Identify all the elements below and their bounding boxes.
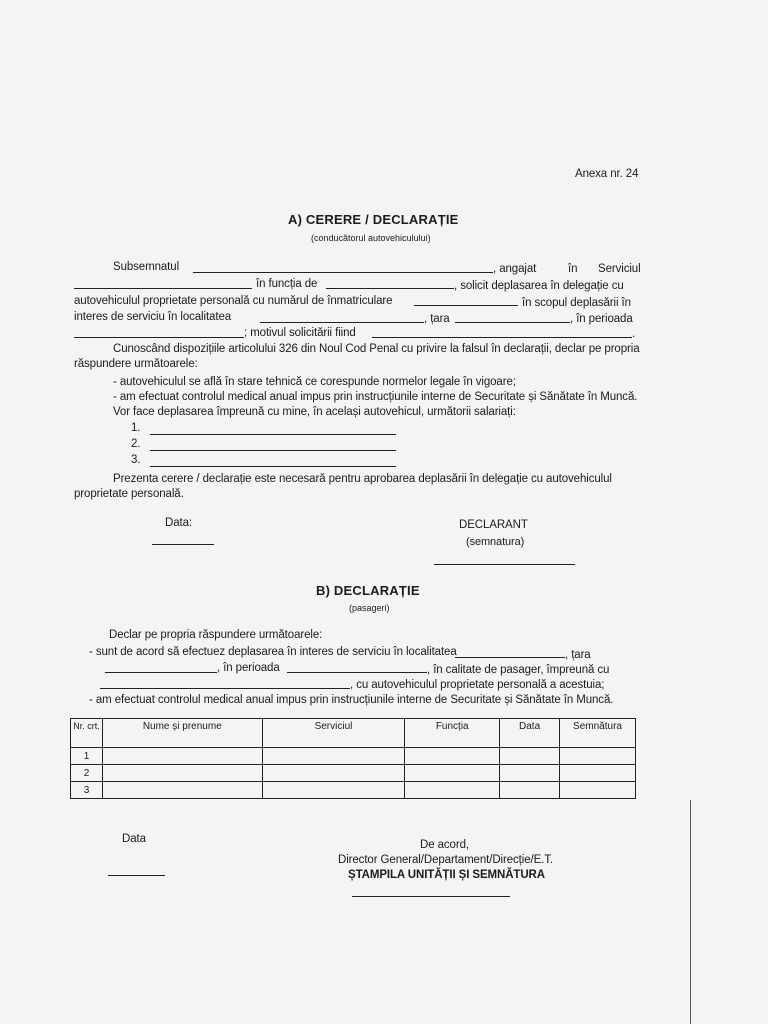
locality-field[interactable] <box>260 322 424 323</box>
passengers-table <box>70 718 636 799</box>
footer-date-field[interactable] <box>108 875 165 876</box>
cell-date[interactable] <box>500 782 560 799</box>
registration-number-field[interactable] <box>414 305 518 306</box>
passenger-3-label: 3. <box>131 454 141 466</box>
name-field[interactable] <box>193 272 493 273</box>
section-b-subtitle: (pasageri) <box>349 603 390 613</box>
b-medical-text: - am efectuat controlul medical anual impus prin instrucțiunile interne de Securitate și Sănătate în Muncă. <box>89 694 614 706</box>
table-row <box>71 748 636 765</box>
passenger-1-field[interactable] <box>150 434 396 435</box>
cell-date[interactable] <box>500 748 560 765</box>
page-edge-line <box>690 800 691 1024</box>
a-responsibility-text: răspundere următoarele: <box>74 358 198 370</box>
footer-stamp-label: ȘTAMPILA UNITĂȚII ȘI SEMNĂTURA <box>348 869 545 881</box>
reason-field[interactable] <box>372 337 632 338</box>
declarant-signature-label: (semnatura) <box>466 536 525 548</box>
header-service: Serviciul <box>262 719 405 748</box>
b-line2-text: - sunt de acord să efectuez deplasarea în interes de serviciu în localitatea <box>89 646 457 658</box>
a-line3-text: autovehiculul proprietate personală cu numărul de înmatriculare <box>74 295 393 307</box>
b-period-field[interactable] <box>287 672 427 673</box>
a-line1-angajat: , angajat <box>493 263 537 275</box>
b-line3-pasager: , în calitate de pasager, împreună cu <box>427 664 610 676</box>
row-number: 3 <box>71 782 103 799</box>
b-country-field[interactable] <box>105 672 217 673</box>
cell-function[interactable] <box>405 782 500 799</box>
row-number: 2 <box>71 765 103 782</box>
header-signature: Semnătura <box>560 719 636 748</box>
a-line3-scop: în scopul deplasării în <box>522 297 631 309</box>
b-driver-field[interactable] <box>100 688 350 689</box>
passenger-3-field[interactable] <box>150 466 396 467</box>
a-line2-solicit: , solicit deplasarea în delegație cu <box>454 280 624 292</box>
header-function: Funcția <box>405 719 500 748</box>
cell-function[interactable] <box>405 748 500 765</box>
footer-director-label: Director General/Departament/Direcție/E.T. <box>338 854 554 866</box>
section-a-subtitle: (conducătorul autovehiculului) <box>311 233 431 243</box>
period-field[interactable] <box>74 337 244 338</box>
country-field[interactable] <box>455 322 570 323</box>
a-line2-functia: în funcția de <box>256 278 318 290</box>
row-number: 1 <box>71 748 103 765</box>
cell-signature[interactable] <box>560 748 636 765</box>
b-intro-text: Declar pe propria răspundere următoarele: <box>109 629 323 641</box>
a-purpose-text-2: proprietate personală. <box>74 488 184 500</box>
b-locality-field[interactable] <box>455 657 565 658</box>
cell-signature[interactable] <box>560 782 636 799</box>
section-a-title: A) CERERE / DECLARAȚIE <box>288 212 459 227</box>
a-bullet-medical: - am efectuat controlul medical anual impus prin instrucțiunile interne de Securitate și Sănătate în Muncă. <box>113 391 638 403</box>
b-line2-tara: , țara <box>565 649 591 661</box>
cell-service[interactable] <box>262 782 405 799</box>
table-header-row <box>71 719 636 748</box>
a-penal-code-text: Cunoscând dispozițiile articolului 326 din Noul Cod Penal cu privire la falsul în declarații, declar pe propria <box>113 343 640 355</box>
a-line4-perioada: , în perioada <box>570 313 633 325</box>
header-name: Nume și prenume <box>102 719 262 748</box>
cell-name[interactable] <box>102 765 262 782</box>
footer-stamp-field[interactable] <box>352 896 510 897</box>
table-row <box>71 782 636 799</box>
passenger-2-label: 2. <box>131 438 141 450</box>
table-row <box>71 765 636 782</box>
header-date: Data <box>500 719 560 748</box>
a-line4-tara: , țara <box>424 313 450 325</box>
a-line1-label: Subsemnatul <box>113 261 180 273</box>
a-line4-text: interes de serviciu în localitatea <box>74 311 232 323</box>
a-date-field[interactable] <box>152 544 214 545</box>
b-line3-perioada: , în perioada <box>217 662 280 674</box>
cell-date[interactable] <box>500 765 560 782</box>
a-line1-serviciul: Serviciul <box>598 263 641 275</box>
a-line5-dot: . <box>632 328 636 340</box>
footer-agree-label: De acord, <box>420 839 469 851</box>
b-line4-text: , cu autovehiculul proprietate personală a acestuia; <box>350 679 605 691</box>
cell-service[interactable] <box>262 765 405 782</box>
cell-name[interactable] <box>102 782 262 799</box>
passenger-2-field[interactable] <box>150 450 396 451</box>
footer-date-label: Data <box>122 833 146 845</box>
a-bullet-technical: - autovehiculul se află în stare tehnică ce corespunde normelor legale în vigoare; <box>113 376 516 388</box>
section-b-title: B) DECLARAȚIE <box>316 583 420 598</box>
cell-name[interactable] <box>102 748 262 765</box>
header-nr: Nr. crt. <box>71 719 103 748</box>
a-line5-motiv: ; motivul solicitării fiind <box>244 327 356 339</box>
passenger-1-label: 1. <box>131 422 141 434</box>
declarant-signature-field[interactable] <box>434 564 575 565</box>
function-field[interactable] <box>326 288 454 289</box>
service-field[interactable] <box>74 288 252 289</box>
a-date-label: Data: <box>165 517 192 529</box>
cell-function[interactable] <box>405 765 500 782</box>
a-line1-in: în <box>568 263 578 275</box>
a-passengers-text: Vor face deplasarea împreună cu mine, în același autovehicul, următorii salariați: <box>113 406 516 418</box>
cell-service[interactable] <box>262 748 405 765</box>
cell-signature[interactable] <box>560 765 636 782</box>
declarant-label: DECLARANT <box>459 519 528 531</box>
a-purpose-text: Prezenta cerere / declarație este necesară pentru aprobarea deplasării în delegație cu autovehiculul <box>113 473 612 485</box>
annex-number: Anexa nr. 24 <box>575 168 639 180</box>
